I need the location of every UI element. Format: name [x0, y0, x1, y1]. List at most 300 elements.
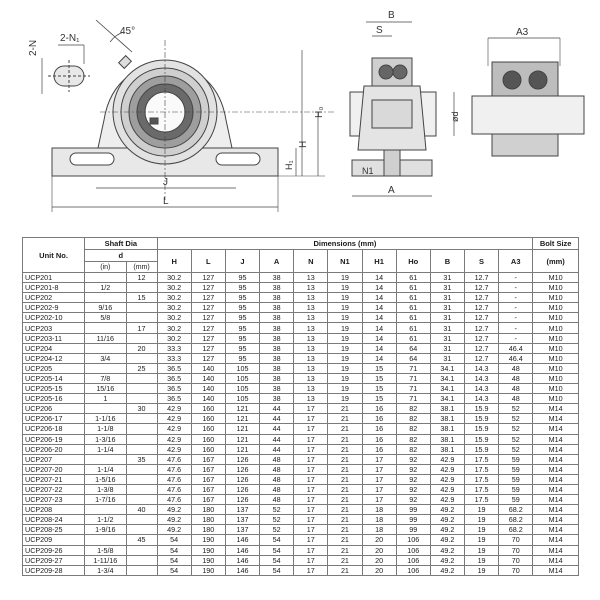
cell-b: 31	[430, 323, 464, 333]
cell-unit-no: UCP206-19	[23, 434, 85, 444]
cell-a3: -	[499, 333, 533, 343]
cell-shaft-in: 1-3/16	[85, 434, 126, 444]
cell-a3: -	[499, 273, 533, 283]
cell-a3: 70	[499, 545, 533, 555]
cell-a: 48	[260, 454, 294, 464]
technical-drawings	[0, 0, 600, 228]
cell-n1: 19	[328, 384, 362, 394]
cell-s: 14.3	[464, 373, 498, 383]
table-row	[23, 555, 579, 565]
cell-n1: 21	[328, 424, 362, 434]
cell-h1: 16	[362, 424, 396, 434]
cell-shaft-in: 15/16	[85, 384, 126, 394]
cell-bolt-size: M14	[533, 535, 579, 545]
cell-b: 31	[430, 313, 464, 323]
cell-h: 42.9	[157, 444, 191, 454]
header-dim-ho: Ho	[396, 250, 430, 273]
cell-a3: 52	[499, 424, 533, 434]
cell-shaft-in: 5/8	[85, 313, 126, 323]
cell-ho: 92	[396, 474, 430, 484]
cell-b: 38.1	[430, 414, 464, 424]
cell-l: 140	[191, 394, 225, 404]
cell-h: 36.5	[157, 373, 191, 383]
cell-shaft-in: 1-3/8	[85, 484, 126, 494]
cell-bolt-size: M10	[533, 303, 579, 313]
cell-s: 12.7	[464, 283, 498, 293]
cell-h: 54	[157, 545, 191, 555]
cell-b: 42.9	[430, 464, 464, 474]
cell-unit-no: UCP209-27	[23, 555, 85, 565]
cell-h1: 14	[362, 283, 396, 293]
cell-j: 121	[225, 414, 259, 424]
cell-h1: 20	[362, 545, 396, 555]
cell-unit-no: UCP206-17	[23, 414, 85, 424]
cell-b: 49.2	[430, 565, 464, 575]
cell-b: 34.1	[430, 394, 464, 404]
cell-j: 105	[225, 373, 259, 383]
cell-bolt-size: M10	[533, 384, 579, 394]
cell-shaft-in	[85, 505, 126, 515]
cell-l: 167	[191, 454, 225, 464]
cell-n: 13	[294, 353, 328, 363]
table-row	[23, 495, 579, 505]
cell-h1: 16	[362, 404, 396, 414]
cell-l: 160	[191, 444, 225, 454]
cell-shaft-mm	[126, 555, 157, 565]
cell-a: 44	[260, 424, 294, 434]
cell-h: 30.2	[157, 273, 191, 283]
cell-bolt-size: M14	[533, 474, 579, 484]
cell-h1: 14	[362, 313, 396, 323]
cell-j: 95	[225, 303, 259, 313]
cell-shaft-mm	[126, 474, 157, 484]
cell-j: 146	[225, 565, 259, 575]
cell-ho: 82	[396, 424, 430, 434]
cell-a3: 59	[499, 454, 533, 464]
cell-j: 126	[225, 454, 259, 464]
cell-l: 127	[191, 313, 225, 323]
cell-s: 19	[464, 555, 498, 565]
cell-bolt-size: M14	[533, 525, 579, 535]
cell-shaft-in: 1-1/2	[85, 515, 126, 525]
cell-j: 137	[225, 515, 259, 525]
cell-j: 105	[225, 394, 259, 404]
cell-l: 180	[191, 515, 225, 525]
cell-l: 190	[191, 545, 225, 555]
cell-h1: 16	[362, 434, 396, 444]
cell-a3: 46.4	[499, 343, 533, 353]
label-b: B	[388, 10, 395, 21]
cell-bolt-size: M14	[533, 555, 579, 565]
cell-s: 19	[464, 545, 498, 555]
cell-h1: 17	[362, 484, 396, 494]
cell-n: 13	[294, 323, 328, 333]
cell-shaft-mm: 15	[126, 293, 157, 303]
cell-h1: 16	[362, 444, 396, 454]
cell-b: 31	[430, 303, 464, 313]
cell-l: 127	[191, 333, 225, 343]
cell-n: 17	[294, 535, 328, 545]
cell-shaft-in: 1-1/16	[85, 414, 126, 424]
cell-a: 44	[260, 444, 294, 454]
cell-h: 30.2	[157, 303, 191, 313]
cell-bolt-size: M14	[533, 434, 579, 444]
cell-a: 38	[260, 333, 294, 343]
cell-shaft-mm: 40	[126, 505, 157, 515]
cell-unit-no: UCP207-21	[23, 474, 85, 484]
cell-shaft-in: 11/16	[85, 333, 126, 343]
cell-j: 121	[225, 424, 259, 434]
cell-shaft-in: 1-5/8	[85, 545, 126, 555]
cell-b: 42.9	[430, 495, 464, 505]
cell-ho: 82	[396, 414, 430, 424]
cell-l: 127	[191, 283, 225, 293]
cell-h1: 20	[362, 555, 396, 565]
cell-s: 14.3	[464, 394, 498, 404]
cell-h1: 17	[362, 495, 396, 505]
cell-shaft-in: 1-11/16	[85, 555, 126, 565]
cell-unit-no: UCP207-23	[23, 495, 85, 505]
label-h1: H₁	[284, 160, 294, 170]
cell-bolt-size: M14	[533, 565, 579, 575]
cell-h: 30.2	[157, 283, 191, 293]
cell-n1: 19	[328, 323, 362, 333]
section-view-drawing	[472, 38, 584, 156]
cell-s: 12.7	[464, 333, 498, 343]
cell-h: 30.2	[157, 293, 191, 303]
cell-h1: 14	[362, 343, 396, 353]
cell-l: 160	[191, 434, 225, 444]
cell-shaft-in: 1-9/16	[85, 525, 126, 535]
cell-a: 54	[260, 545, 294, 555]
cell-n: 13	[294, 343, 328, 353]
cell-n: 17	[294, 464, 328, 474]
label-h0: H₀	[314, 106, 325, 118]
cell-unit-no: UCP201	[23, 273, 85, 283]
cell-n: 17	[294, 565, 328, 575]
cell-shaft-in	[85, 343, 126, 353]
cell-s: 12.7	[464, 343, 498, 353]
cell-bolt-size: M14	[533, 545, 579, 555]
cell-shaft-mm	[126, 545, 157, 555]
cell-ho: 82	[396, 404, 430, 414]
cell-s: 19	[464, 565, 498, 575]
cell-shaft-mm	[126, 333, 157, 343]
header-dim-s: S	[464, 250, 498, 273]
cell-n: 13	[294, 363, 328, 373]
cell-s: 15.9	[464, 444, 498, 454]
table-row	[23, 484, 579, 494]
cell-j: 105	[225, 363, 259, 373]
cell-j: 95	[225, 293, 259, 303]
table-row	[23, 545, 579, 555]
cell-a3: 52	[499, 414, 533, 424]
cell-j: 146	[225, 535, 259, 545]
cell-unit-no: UCP204	[23, 343, 85, 353]
cell-shaft-mm	[126, 565, 157, 575]
cell-s: 19	[464, 525, 498, 535]
cell-unit-no: UCP206-20	[23, 444, 85, 454]
cell-shaft-in: 1-1/4	[85, 464, 126, 474]
cell-a: 52	[260, 515, 294, 525]
cell-a3: -	[499, 313, 533, 323]
cell-n: 17	[294, 484, 328, 494]
header-in: (in)	[85, 262, 126, 273]
cell-a: 48	[260, 484, 294, 494]
cell-n1: 21	[328, 414, 362, 424]
cell-a: 54	[260, 565, 294, 575]
cell-h: 47.6	[157, 454, 191, 464]
cell-s: 15.9	[464, 414, 498, 424]
table-row	[23, 343, 579, 353]
cell-b: 42.9	[430, 454, 464, 464]
cell-a: 38	[260, 343, 294, 353]
cell-n1: 19	[328, 313, 362, 323]
cell-n1: 21	[328, 454, 362, 464]
cell-n1: 21	[328, 484, 362, 494]
label-n1: N1	[362, 166, 374, 176]
cell-h: 33.3	[157, 353, 191, 363]
label-j: J	[163, 177, 168, 188]
label-l: L	[163, 196, 169, 207]
header-dim-a: A	[260, 250, 294, 273]
cell-a: 38	[260, 303, 294, 313]
cell-a3: -	[499, 303, 533, 313]
cell-unit-no: UCP208-25	[23, 525, 85, 535]
cell-n: 13	[294, 293, 328, 303]
cell-shaft-in	[85, 323, 126, 333]
cell-h: 49.2	[157, 515, 191, 525]
cell-n: 17	[294, 545, 328, 555]
cell-l: 127	[191, 353, 225, 363]
table-row	[23, 303, 579, 313]
cell-shaft-mm	[126, 303, 157, 313]
cell-a3: 48	[499, 373, 533, 383]
cell-a3: 59	[499, 474, 533, 484]
cell-b: 38.1	[430, 434, 464, 444]
header-bolt-unit: (mm)	[533, 250, 579, 273]
cell-h: 30.2	[157, 323, 191, 333]
cell-bolt-size: M14	[533, 464, 579, 474]
cell-unit-no: UCP203	[23, 323, 85, 333]
cell-l: 160	[191, 414, 225, 424]
cell-b: 38.1	[430, 444, 464, 454]
table-row	[23, 353, 579, 363]
cell-n: 13	[294, 283, 328, 293]
cell-l: 140	[191, 384, 225, 394]
cell-shaft-mm	[126, 414, 157, 424]
cell-a: 38	[260, 293, 294, 303]
cell-h1: 14	[362, 333, 396, 343]
cell-j: 95	[225, 273, 259, 283]
cell-ho: 106	[396, 555, 430, 565]
cell-j: 146	[225, 545, 259, 555]
cell-a: 48	[260, 474, 294, 484]
cell-h1: 16	[362, 414, 396, 424]
header-dim-n1: N1	[328, 250, 362, 273]
cell-shaft-in: 1-1/4	[85, 444, 126, 454]
table-row	[23, 515, 579, 525]
cell-n: 17	[294, 525, 328, 535]
cell-n1: 19	[328, 353, 362, 363]
cell-a: 54	[260, 535, 294, 545]
cell-ho: 99	[396, 525, 430, 535]
cell-shaft-mm	[126, 394, 157, 404]
cell-shaft-mm	[126, 525, 157, 535]
cell-s: 12.7	[464, 303, 498, 313]
cell-h: 42.9	[157, 434, 191, 444]
cell-bolt-size: M14	[533, 414, 579, 424]
cell-b: 31	[430, 283, 464, 293]
cell-ho: 71	[396, 394, 430, 404]
cell-bolt-size: M10	[533, 283, 579, 293]
cell-b: 34.1	[430, 384, 464, 394]
cell-h: 33.3	[157, 343, 191, 353]
cell-s: 12.7	[464, 273, 498, 283]
cell-shaft-mm	[126, 283, 157, 293]
table-row	[23, 313, 579, 323]
cell-s: 17.5	[464, 484, 498, 494]
cell-n: 13	[294, 384, 328, 394]
cell-unit-no: UCP207	[23, 454, 85, 464]
cell-n1: 21	[328, 545, 362, 555]
table-row	[23, 273, 579, 283]
cell-l: 190	[191, 555, 225, 565]
cell-bolt-size: M10	[533, 313, 579, 323]
cell-a: 48	[260, 495, 294, 505]
cell-unit-no: UCP206	[23, 404, 85, 414]
cell-h1: 15	[362, 394, 396, 404]
cell-h1: 15	[362, 373, 396, 383]
cell-h1: 20	[362, 565, 396, 575]
section-shaft	[472, 96, 584, 134]
cell-h: 42.9	[157, 424, 191, 434]
cell-shaft-in	[85, 273, 126, 283]
cell-n: 17	[294, 505, 328, 515]
cell-b: 42.9	[430, 474, 464, 484]
header-dimensions: Dimensions (mm)	[157, 238, 533, 250]
cell-j: 137	[225, 505, 259, 515]
header-shaft-dia: Shaft Dia	[85, 238, 157, 250]
cell-unit-no: UCP205	[23, 363, 85, 373]
cell-j: 121	[225, 434, 259, 444]
cell-n: 17	[294, 434, 328, 444]
cell-j: 126	[225, 474, 259, 484]
cell-l: 190	[191, 565, 225, 575]
cell-shaft-in: 3/4	[85, 353, 126, 363]
cell-h: 47.6	[157, 474, 191, 484]
cell-ho: 71	[396, 373, 430, 383]
header-bolt-size: Bolt Size	[533, 238, 579, 250]
table-body	[23, 273, 579, 576]
cell-n1: 19	[328, 273, 362, 283]
cell-h1: 14	[362, 273, 396, 283]
cell-shaft-in	[85, 454, 126, 464]
cell-a3: 48	[499, 363, 533, 373]
table-row	[23, 474, 579, 484]
cell-n: 13	[294, 373, 328, 383]
cell-a: 38	[260, 353, 294, 363]
cell-n: 17	[294, 414, 328, 424]
cell-a: 38	[260, 323, 294, 333]
cell-s: 17.5	[464, 495, 498, 505]
spec-table	[22, 237, 579, 576]
cell-ho: 61	[396, 273, 430, 283]
cell-n: 17	[294, 495, 328, 505]
cell-ho: 61	[396, 323, 430, 333]
cell-shaft-mm	[126, 464, 157, 474]
cell-n1: 21	[328, 474, 362, 484]
cell-shaft-in	[85, 293, 126, 303]
header-dim-n: N	[294, 250, 328, 273]
cell-b: 49.2	[430, 505, 464, 515]
front-view-drawing	[42, 20, 335, 212]
label-a3: A3	[516, 27, 529, 38]
cell-a3: 70	[499, 565, 533, 575]
table-row	[23, 434, 579, 444]
cell-n1: 19	[328, 333, 362, 343]
cell-h: 30.2	[157, 313, 191, 323]
cell-bolt-size: M14	[533, 515, 579, 525]
cell-b: 49.2	[430, 525, 464, 535]
cell-a3: -	[499, 323, 533, 333]
cell-unit-no: UCP209-28	[23, 565, 85, 575]
cell-n1: 21	[328, 535, 362, 545]
cell-unit-no: UCP201-8	[23, 283, 85, 293]
cell-l: 180	[191, 505, 225, 515]
cell-n: 17	[294, 424, 328, 434]
cell-shaft-mm	[126, 444, 157, 454]
cell-b: 42.9	[430, 484, 464, 494]
cell-l: 190	[191, 535, 225, 545]
cell-b: 49.2	[430, 555, 464, 565]
cell-h1: 14	[362, 293, 396, 303]
cell-a3: 70	[499, 535, 533, 545]
cell-s: 19	[464, 535, 498, 545]
cell-l: 127	[191, 323, 225, 333]
cell-h: 30.2	[157, 333, 191, 343]
cell-a: 52	[260, 505, 294, 515]
cell-shaft-mm	[126, 353, 157, 363]
cell-b: 31	[430, 293, 464, 303]
table-row	[23, 414, 579, 424]
cell-s: 15.9	[464, 434, 498, 444]
cell-h: 54	[157, 555, 191, 565]
cell-a: 44	[260, 414, 294, 424]
cell-a3: 70	[499, 555, 533, 565]
cell-ho: 71	[396, 363, 430, 373]
cell-j: 121	[225, 444, 259, 454]
cell-l: 127	[191, 303, 225, 313]
cell-h: 54	[157, 565, 191, 575]
cell-n: 13	[294, 394, 328, 404]
cell-n: 17	[294, 555, 328, 565]
cell-n: 17	[294, 404, 328, 414]
cell-a: 38	[260, 363, 294, 373]
cell-shaft-mm: 25	[126, 363, 157, 373]
cell-ho: 92	[396, 484, 430, 494]
cell-shaft-in	[85, 363, 126, 373]
cell-unit-no: UCP209	[23, 535, 85, 545]
header-mm: (mm)	[126, 262, 157, 273]
header-dim-h: H	[157, 250, 191, 273]
header-dim-a3: A3	[499, 250, 533, 273]
cell-j: 95	[225, 353, 259, 363]
cell-shaft-mm	[126, 495, 157, 505]
cell-shaft-in: 1/2	[85, 283, 126, 293]
cell-n: 17	[294, 444, 328, 454]
cell-b: 49.2	[430, 545, 464, 555]
